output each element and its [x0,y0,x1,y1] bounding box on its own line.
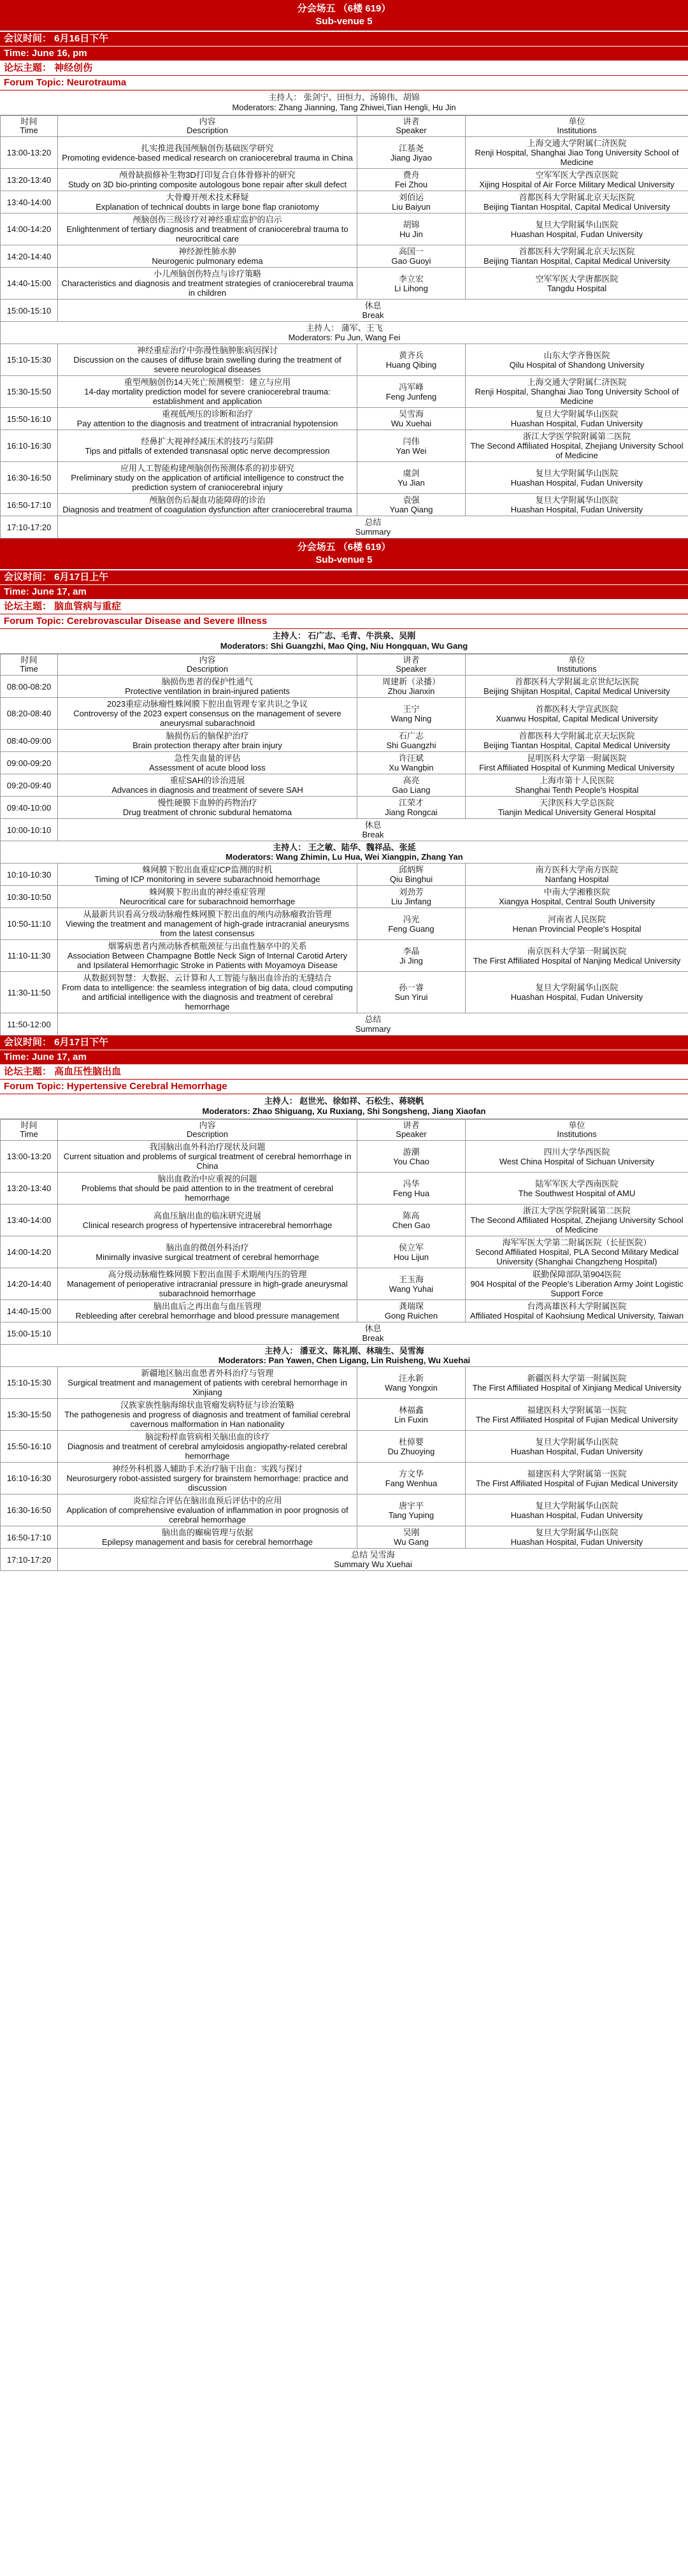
break-label: 休息 Break [58,1322,688,1345]
talk-institution: 福建医科大学附属第一医院 The First Affiliated Hospital of Fujian Medical University [466,1463,688,1494]
talk-speaker: 冯军峰 Feng Junfeng [357,376,466,408]
talk-speaker: 江基尧 Jiang Jiyao [357,137,466,169]
talk-time: 13:40-14:00 [1,1205,58,1236]
col-institution: 单位 Institutions [466,1120,688,1141]
venue-title-en: Sub-venue 5 [315,554,373,565]
col-time: 时间 Time [1,116,58,137]
talk-institution: 首都医科大学附属北京天坛医院 Beijing Tiantan Hospital, Capital Medical University [466,245,688,268]
talk-description: 慢性硬膜下血肿的药物治疗 Drug treatment of chronic subdural hematoma [58,797,357,819]
talk-description: 2023重症动脉瘤性蛛网膜下腔出血管理专家共识之争议 Controversy of the 2023 expert consensus on the management of severe aneurysmal subarachnoid [58,698,357,730]
talk-time: 13:00-13:20 [1,1141,58,1173]
talk-institution: 天津医科大学总医院 Tianjin Medical University General Hospital [466,797,688,819]
talk-time: 15:10-15:30 [1,1367,58,1399]
talk-speaker: 冯华 Feng Hua [357,1173,466,1205]
session-date-zh: 会议时间： 6月17日上午 [0,570,688,585]
talk-speaker: 林福鑫 Lin Fuxin [357,1399,466,1431]
talk-speaker: 王玉海 Wang Yuhai [357,1268,466,1300]
moderators-row [1,1345,688,1367]
talk-description: 脑损伤后的脑保护治疗 Brain protection therapy after brain injury [58,730,357,752]
forum-topic-en: Forum Topic: Neurotrauma [0,76,688,90]
table-row [1,1300,688,1322]
forum-topic-zh: 论坛主题： 脑血管病与重症 [0,600,688,614]
talk-description: 脑损伤患者的保护性通气 Protective ventilation in brain-injured patients [58,676,357,698]
talk-speaker: 刘劲芳 Liu Jinfang [357,886,466,908]
venue-title-zh: 分会场五 （6楼 619） [297,3,391,14]
summary-time: 11:50-12:00 [1,1013,58,1036]
talk-description: 高分级动脉瘤性蛛网膜下腔出血围手术期颅内压的管理 Management of perioperative intracranial pressure in high-grade aneurysmal subarachnoid hemorrhage [58,1268,357,1300]
talk-institution: 山东大学齐鲁医院 Qilu Hospital of Shandong University [466,344,688,376]
break-label: 休息 Break [58,819,688,841]
talk-institution: 空军军医大学唐都医院 Tangdu Hospital [466,268,688,300]
table-row [1,864,688,886]
talk-description: 脑出血后之再出血与血压管理 Rebleeding after cerebral hemorrhage and blood pressure management [58,1300,357,1322]
talk-description: 高血压脑出血的临床研究进展 Clinical research progress of hypertensive intracerebral hemorrhage [58,1205,357,1236]
moderators-zh: 主持人： 张剑宁、田恒力、汤锦伟、胡锦 [268,92,420,102]
talk-speaker: 杜倬婴 Du Zhuoying [357,1431,466,1463]
talk-description: 应用人工智能构建颅脑创伤预测体系的初步研究 Preliminary study on the application of artificial intelligence to construct the prediction system of craniocerebral injury [58,462,357,494]
talk-speaker: 闫伟 Yan Wei [357,430,466,462]
schedule-table [0,1119,688,1571]
table-row [1,797,688,819]
talk-time: 14:20-14:40 [1,1268,58,1300]
session-date-zh: 会议时间： 6月16日下午 [0,32,688,47]
venue-title-en: Sub-venue 5 [315,16,373,27]
col-speaker: 讲者 Speaker [357,655,466,676]
talk-speaker: 江荣才 Jiang Rongcai [357,797,466,819]
talk-time: 16:10-16:30 [1,430,58,462]
forum-topic-zh: 论坛主题： 高血压性脑出血 [0,1065,688,1080]
talk-speaker: 黄齐兵 Huang Qibing [357,344,466,376]
table-header [1,1120,688,1141]
talk-description: 汉族家族性脑海绵状血管瘤发病特征与诊治策略 The pathogenesis and progress of diagnosis and treatment of familial cerebral cavernous malformation in Han nationality [58,1399,357,1431]
talk-speaker: 周建新（录播） Zhou Jianxin [357,676,466,698]
talk-description: 小儿颅脑创伤特点与诊疗策略 Characteristics and diagnosis and treatment strategies of craniocerebral trauma in children [58,268,357,300]
talk-time: 13:40-14:00 [1,191,58,213]
talk-description: 重视低颅压的诊断和治疗 Pay attention to the diagnosis and treatment of intracranial hypotension [58,408,357,430]
talk-institution: 复旦大学附属华山医院 Huashan Hospital, Fudan University [466,408,688,430]
talk-description: 神经外科机器人辅助手术治疗脑干出血：实践与探讨 Neurosurgery robot-assisted surgery for brainstem hemorrhage: practice and discussion [58,1463,357,1494]
talk-institution: 联勤保障部队第904医院 904 Hospital of the People's Liberation Army Joint Logistic Support Force [466,1268,688,1300]
talk-institution: 首都医科大学附属北京天坛医院 Beijing Tiantan Hospital, Capital Medical University [466,191,688,213]
talk-time: 15:30-15:50 [1,1399,58,1431]
talk-time: 16:10-16:30 [1,1463,58,1494]
talk-speaker: 冯光 Feng Guang [357,908,466,940]
talk-institution: 南京医科大学第一附属医院 The First Affiliated Hospital of Nanjing Medical University [466,940,688,972]
talk-description: 神经源性肺水肿 Neurogenic pulmonary edema [58,245,357,268]
table-row [1,1236,688,1268]
talk-speaker: 陈高 Chen Gao [357,1205,466,1236]
talk-description: 重型颅脑创伤14天死亡预测模型：建立与应用 14-day mortality prediction model for severe craniocerebral trauma: establishment and application [58,376,357,408]
talk-time: 15:50-16:10 [1,408,58,430]
table-row [1,1141,688,1173]
summary-time: 17:10-17:20 [1,1549,58,1571]
table-row [1,344,688,376]
table-row [1,245,688,268]
talk-time: 10:50-11:10 [1,908,58,940]
moderators-en: Moderators: Shi Guangzhi, Mao Qing, Niu Hongquan, Wu Gang [220,641,468,651]
talk-speaker: 龚瑞琛 Gong Ruichen [357,1300,466,1322]
table-row [1,430,688,462]
talk-institution: 上海交通大学附属仁济医院 Renji Hospital, Shanghai Jiao Tong University School of Medicine [466,376,688,408]
talk-speaker: 邱炳辉 Qiu Binghui [357,864,466,886]
venue-banner [0,539,688,570]
moderators [0,629,688,654]
talk-institution: 陆军军医大学西南医院 The Southwest Hospital of AMU [466,1173,688,1205]
talk-institution: 复旦大学附属华山医院 Huashan Hospital, Fudan University [466,1431,688,1463]
col-time: 时间 Time [1,655,58,676]
talk-description: 急性失血量的评估 Assessment of acute blood loss [58,752,357,774]
table-row [1,191,688,213]
col-institution: 单位 Institutions [466,116,688,137]
talk-institution: 复旦大学附属华山医院 Huashan Hospital, Fudan University [466,494,688,516]
talk-time: 14:00-14:20 [1,1236,58,1268]
moderators-en: Moderators: Zhao Shiguang, Xu Ruxiang, Shi Songsheng, Jiang Xiaofan [202,1106,486,1116]
talk-time: 08:00-08:20 [1,676,58,698]
talk-speaker: 游潮 You Chao [357,1141,466,1173]
talk-time: 09:40-10:00 [1,797,58,819]
talk-time: 08:40-09:00 [1,730,58,752]
talk-institution: 河南省人民医院 Henan Provincial People's Hospital [466,908,688,940]
talk-speaker: 许汪斌 Xu Wangbin [357,752,466,774]
summary-row [1,1013,688,1036]
talk-description: 扎实推进我国颅脑创伤基础医学研究 Promoting evidence-based medical research on craniocerebral trauma in China [58,137,357,169]
talk-time: 14:00-14:20 [1,213,58,245]
summary-time: 17:10-17:20 [1,516,58,539]
moderators-zh: 主持人： 赵世光、徐如祥、石松生、蒋晓帆 [264,1096,424,1106]
summary-label: 总结 Summary [58,1013,688,1036]
talk-time: 13:20-13:40 [1,1173,58,1205]
venue-title-zh: 分会场五 （6楼 619） [297,542,391,553]
talk-institution: 福建医科大学附属第一医院 The First Affiliated Hospital of Fujian Medical University [466,1399,688,1431]
talk-speaker: 李晶 Ji Jing [357,940,466,972]
talk-speaker: 高国一 Gao Guoyi [357,245,466,268]
table-row [1,1494,688,1526]
moderators: 主持人： 潘亚文、陈礼刚、林瑞生、吴雪海 Moderators: Pan Yawen, Chen Ligang, Lin Ruisheng, Wu Xuehai [1,1345,688,1367]
talk-description: 脑出血的癫痫管理与依据 Epilepsy management and basis for cerebral hemorrhage [58,1526,357,1549]
talk-institution: 上海交通大学附属仁济医院 Renji Hospital, Shanghai Jiao Tong University School of Medicine [466,137,688,169]
talk-institution: 台湾高雄医科大学附属医院 Affiliated Hospital of Kaohsiung Medical University, Taiwan [466,1300,688,1322]
talk-institution: 复旦大学附属华山医院 Huashan Hospital, Fudan University [466,462,688,494]
table-row [1,268,688,300]
col-description: 内容 Description [58,116,357,137]
table-row [1,752,688,774]
table-row [1,376,688,408]
col-description: 内容 Description [58,655,357,676]
talk-institution: 南方医科大学南方医院 Nanfang Hospital [466,864,688,886]
talk-speaker: 虞剑 Yu Jian [357,462,466,494]
schedule-table [0,654,688,1036]
talk-time: 13:00-13:20 [1,137,58,169]
break-row [1,1322,688,1345]
table-row [1,774,688,797]
talk-speaker: 李立宏 Li Lihong [357,268,466,300]
talk-time: 15:10-15:30 [1,344,58,376]
talk-institution: 复旦大学附属华山医院 Huashan Hospital, Fudan University [466,1526,688,1549]
session-date-zh: 会议时间： 6月17日下午 [0,1036,688,1050]
talk-institution: 空军军医大学西京医院 Xijing Hospital of Air Force Military Medical University [466,169,688,191]
moderators [0,1094,688,1119]
talk-speaker: 胡锦 Hu Jin [357,213,466,245]
talk-time: 15:30-15:50 [1,376,58,408]
talk-rows [1,137,688,300]
table-row [1,169,688,191]
table-row [1,940,688,972]
talk-institution: 复旦大学附属华山医院 Huashan Hospital, Fudan University [466,213,688,245]
summary-label: 总结 吴雪海 Summary Wu Xuehai [58,1549,688,1571]
talk-speaker: 高亮 Gao Liang [357,774,466,797]
moderators-zh: 主持人： 石广志、毛青、牛洪泉、吴刚 [272,631,416,640]
session-date-en: Time: June 16, pm [0,47,688,61]
talk-time: 11:30-11:50 [1,972,58,1013]
talk-rows [1,344,688,516]
talk-institution: 浙江大学医学院附属第二医院 The Second Affiliated Hospital, Zhejiang University School of Medicine [466,430,688,462]
talk-description: 颅骨缺损修补生物3D打印复合自体骨修补的研究 Study on 3D bio-printing composite autologous bone repair after skull defect [58,169,357,191]
talk-time: 08:20-08:40 [1,698,58,730]
table-row [1,886,688,908]
table-row [1,408,688,430]
summary-row [1,516,688,539]
talk-institution: 浙江大学医学院附属第二医院 The Second Affiliated Hospital, Zhejiang University School of Medicine [466,1205,688,1236]
moderators-row [1,322,688,344]
talk-speaker: 吴雪海 Wu Xuehai [357,408,466,430]
talk-speaker: 吴刚 Wu Gang [357,1526,466,1549]
table-row [1,1431,688,1463]
table-row [1,730,688,752]
forum-topic-zh: 论坛主题： 神经创伤 [0,61,688,76]
talk-description: 烟雾病患者内颈动脉香槟瓶颈征与出血性脑卒中的关系 Association Between Champagne Bottle Neck Sign of Internal Carotid Artery and Ipsilateral Hemorrhagic Stroke in Patients with Moyamoya Disease [58,940,357,972]
moderators: 主持人： 王之敏、陆华、魏祥品、张延 Moderators: Wang Zhimin, Lu Hua, Wei Xiangpin, Zhang Yan [1,841,688,864]
talk-speaker: 汪永新 Wang Yongxin [357,1367,466,1399]
talk-description: 蛛网膜下腔出血的神经重症管理 Neurocritical care for subarachnoid hemorrhage [58,886,357,908]
talk-speaker: 刘佰运 Liu Baiyun [357,191,466,213]
col-description: 内容 Description [58,1120,357,1141]
talk-rows [1,1367,688,1549]
forum-topic-en: Forum Topic: Hypertensive Cerebral Hemorrhage [0,1080,688,1094]
table-header [1,116,688,137]
session-date-en: Time: June 17, am [0,1050,688,1065]
talk-time: 11:10-11:30 [1,940,58,972]
talk-description: 新疆地区脑出血患者外科治疗与管理 Surgical treatment and management of patients with cerebral hemorrhage in Xinjiang [58,1367,357,1399]
table-row [1,137,688,169]
table-row [1,972,688,1013]
talk-time: 09:00-09:20 [1,752,58,774]
talk-time: 14:40-15:00 [1,1300,58,1322]
table-row [1,494,688,516]
talk-institution: 首都医科大学宣武医院 Xuanwu Hospital, Capital Medical University [466,698,688,730]
table-row [1,908,688,940]
talk-time: 16:50-17:10 [1,1526,58,1549]
talk-speaker: 侯立军 Hou Lijun [357,1236,466,1268]
talk-description: 脑出血的微创外科治疗 Minimally invasive surgical treatment of cerebral hemorrhage [58,1236,357,1268]
table-row [1,676,688,698]
talk-speaker: 孙一睿 Sun Yirui [357,972,466,1013]
talk-institution: 海军军医大学第二附属医院（长征医院） Second Affiliated Hospital, PLA Second Military Medical University (Shanghai Changzheng Hospital) [466,1236,688,1268]
session-2 [0,539,688,1036]
talk-institution: 首都医科大学附属北京天坛医院 Beijing Tiantan Hospital, Capital Medical University [466,730,688,752]
talk-description: 炎症综合评估在脑出血预后评估中的应用 Application of comprehensive evaluation of inflammation in poor prognosis of cerebral hemorrhage [58,1494,357,1526]
talk-speaker: 袁强 Yuan Qiang [357,494,466,516]
talk-description: 重症SAH的诊治进展 Advances in diagnosis and treatment of severe SAH [58,774,357,797]
talk-time: 16:50-17:10 [1,494,58,516]
talk-description: 颅脑创伤三级诊疗对神经重症监护的启示 Enlightenment of tertiary diagnosis and treatment of craniocerebral trauma to neurocritical care [58,213,357,245]
break-label: 休息 Break [58,300,688,322]
talk-description: 神经重症治疗中弥漫性脑肿胀病因探讨 Discussion on the causes of diffuse brain swelling during the treatment of severe neurological diseases [58,344,357,376]
talk-time: 09:20-09:40 [1,774,58,797]
talk-speaker: 方文华 Fang Wenhua [357,1463,466,1494]
talk-time: 16:30-16:50 [1,462,58,494]
table-row [1,1367,688,1399]
talk-institution: 复旦大学附属华山医院 Huashan Hospital, Fudan University [466,1494,688,1526]
venue-banner [0,0,688,32]
talk-time: 14:20-14:40 [1,245,58,268]
col-speaker: 讲者 Speaker [357,116,466,137]
moderators-en: Moderators: Zhang Jianning, Tang Zhiwei,Tian Hengli, Hu Jin [232,103,456,112]
table-header [1,655,688,676]
talk-institution: 中南大学湘雅医院 Xiangya Hospital, Central South University [466,886,688,908]
summary-label: 总结 Summary [58,516,688,539]
session-date-en: Time: June 17, am [0,585,688,600]
table-row [1,1173,688,1205]
talk-description: 大骨瓣开颅术技术释疑 Explanation of technical doubts in large bone flap craniotomy [58,191,357,213]
summary-row [1,1549,688,1571]
talk-time: 13:20-13:40 [1,169,58,191]
talk-description: 脑出血救治中应重视的问题 Problems that should be paid attention to in the treatment of cerebral hemorrhage [58,1173,357,1205]
talk-description: 从数据到智慧：大数据、云计算和人工智能与脑出血诊治的无缝结合 From data to intelligence: the seamless integration of big data, cloud computing and artificial intelligence with the diagnosis and treatment of cerebral hemorrhage [58,972,357,1013]
session-1 [0,0,688,539]
talk-institution: 首都医科大学附属北京世纪坛医院 Beijing Shijitan Hospital, Capital Medical University [466,676,688,698]
talk-institution: 新疆医科大学第一附属医院 The First Affiliated Hospital of Xinjiang Medical University [466,1367,688,1399]
break-time: 10:00-10:10 [1,819,58,841]
col-time: 时间 Time [1,1120,58,1141]
talk-speaker: 费舟 Fei Zhou [357,169,466,191]
talk-description: 脑淀粉样血管病相关脑出血的诊疗 Diagnosis and treatment of cerebral amyloidosis angiopathy-related cerebral hemorrhage [58,1431,357,1463]
schedule-table [0,115,688,539]
moderators [0,90,688,115]
table-row [1,1399,688,1431]
session-3 [0,1036,688,1571]
col-speaker: 讲者 Speaker [357,1120,466,1141]
table-row [1,698,688,730]
talk-rows [1,1141,688,1322]
talk-speaker: 王宁 Wang Ning [357,698,466,730]
talk-description: 从最新共识看高分级动脉瘤性蛛网膜下腔出血的颅内动脉瘤救治管理 Viewing the treatment and management of high-grade intracranial aneurysms from the latest consensus [58,908,357,940]
talk-institution: 昆明医科大学第一附属医院 First Affiliated Hospital of Kunming Medical University [466,752,688,774]
break-row [1,819,688,841]
talk-rows [1,864,688,1013]
talk-institution: 四川大学华西医院 West China Hospital of Sichuan University [466,1141,688,1173]
table-row [1,462,688,494]
talk-institution: 复旦大学附属华山医院 Huashan Hospital, Fudan University [466,972,688,1013]
talk-description: 蛛网膜下腔出血重症ICP监测的时机 Timing of ICP monitoring in severe subarachnoid hemorrhage [58,864,357,886]
col-institution: 单位 Institutions [466,655,688,676]
talk-description: 颅脑创伤后凝血功能障碍的诊治 Diagnosis and treatment of coagulation dysfunction after craniocerebral trauma [58,494,357,516]
talk-time: 14:40-15:00 [1,268,58,300]
talk-time: 10:30-10:50 [1,886,58,908]
talk-time: 15:50-16:10 [1,1431,58,1463]
talk-speaker: 石广志 Shi Guangzhi [357,730,466,752]
table-row [1,1268,688,1300]
talk-rows [1,676,688,819]
table-row [1,213,688,245]
break-time: 15:00-15:10 [1,1322,58,1345]
table-row [1,1526,688,1549]
table-row [1,1463,688,1494]
moderators: 主持人： 蒲军、王飞 Moderators: Pu Jun, Wang Fei [1,322,688,344]
talk-speaker: 唐宇平 Tang Yuping [357,1494,466,1526]
talk-institution: 上海市第十人民医院 Shanghai Tenth People's Hospital [466,774,688,797]
talk-description: 经鼻扩大视神经减压术的技巧与陷阱 Tips and pitfalls of extended transnasal optic nerve decompression [58,430,357,462]
table-row [1,1205,688,1236]
talk-time: 10:10-10:30 [1,864,58,886]
talk-description: 我国脑出血外科治疗现状及问题 Current situation and problems of surgical treatment of cerebral hemorrhage in China [58,1141,357,1173]
moderators-row [1,841,688,864]
break-time: 15:00-15:10 [1,300,58,322]
talk-time: 16:30-16:50 [1,1494,58,1526]
forum-topic-en: Forum Topic: Cerebrovascular Disease and Severe Illness [0,614,688,629]
break-row [1,300,688,322]
